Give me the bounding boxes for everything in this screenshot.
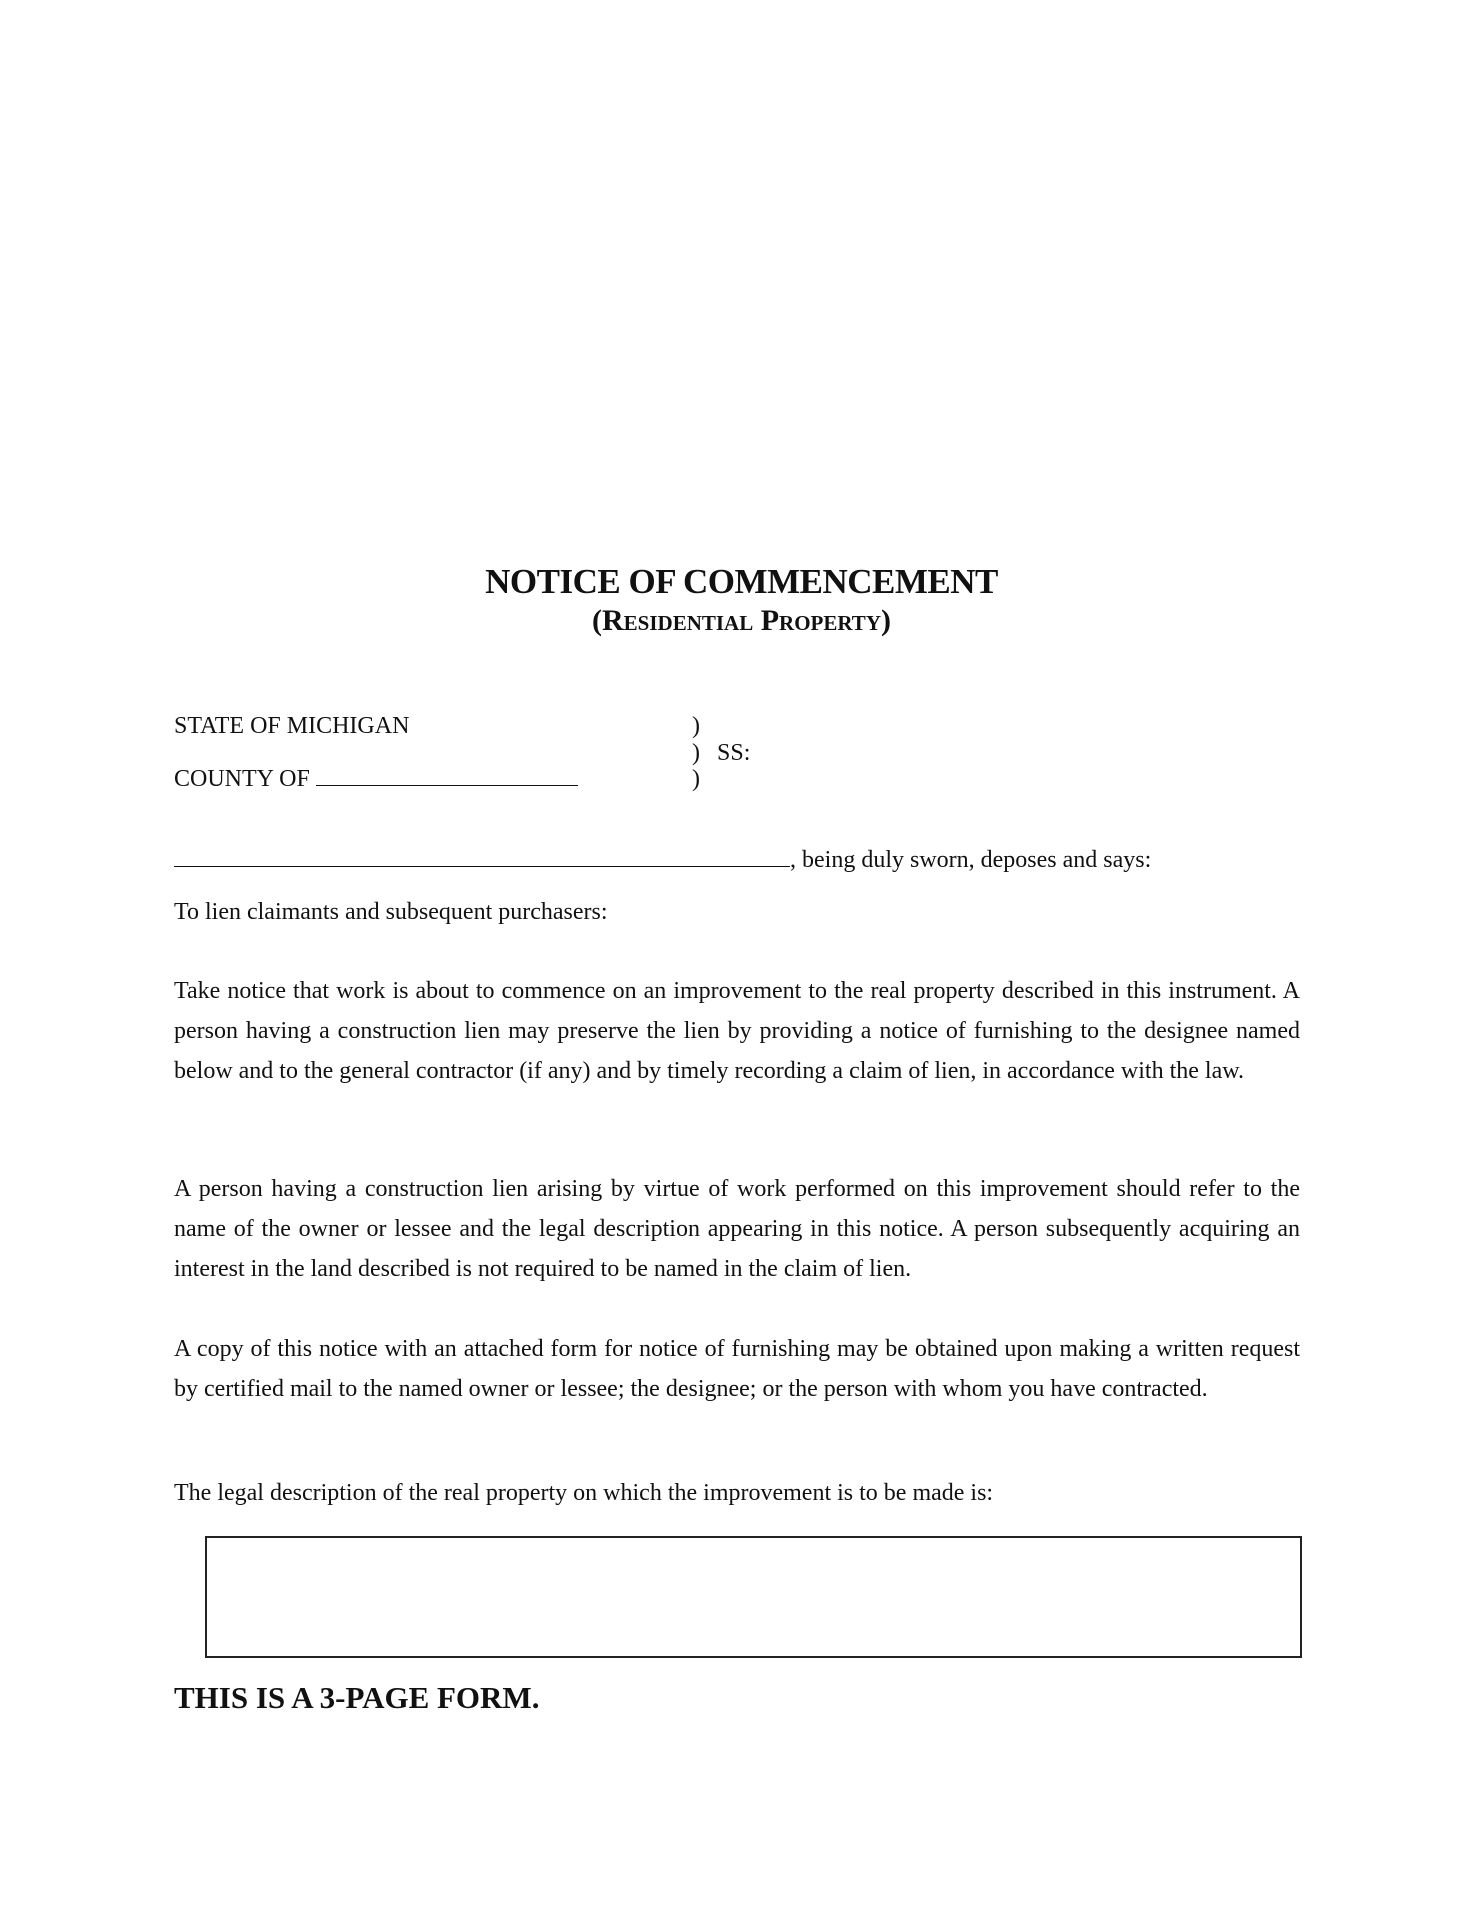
county-field[interactable] [316,765,578,786]
county-label: COUNTY OF [174,766,310,792]
legal-description-box[interactable] [205,1536,1302,1658]
paragraph-3: A copy of this notice with an attached form for notice of furnishing may be obtained upon making a written request by certified mail to the named owner or lessee; the designee; or the person with whom you have contracted. [174,1336,1300,1402]
venue-paren-3: ) [692,766,700,792]
legal-description-label: The legal description of the real property on which the improvement is to be made is: [174,1480,994,1506]
state-label: STATE OF MICHIGAN [174,713,410,739]
document-title: NOTICE OF COMMENCEMENT [485,562,998,601]
venue-paren-2: ) [692,740,700,766]
ss-label: SS: [717,740,751,766]
salutation: To lien claimants and subsequent purchasers: [174,899,608,925]
document-subtitle: (Residential Property) [592,604,891,637]
sworn-statement: , being duly sworn, deposes and says: [790,847,1152,873]
form-page-count-notice: THIS IS A 3-PAGE FORM. [174,1680,540,1715]
venue-paren-1: ) [692,713,700,739]
county-line [174,759,578,799]
affiant-line [174,840,1151,880]
paragraph-2: A person having a construction lien arising by virtue of work performed on this improvement should refer to the name of the owner or lessee and the legal description appearing in this notice. A person subsequently acquiring an interest in the land described is not required to be named in the claim of lien. [174,1176,1300,1282]
paragraph-1: Take notice that work is about to commence on an improvement to the real property described in this instrument. A person having a construction lien may preserve the lien by providing a notice of furnishing to the designee named below and to the general contractor (if any) and by timely recording a claim of lien, in accordance with the law. [174,978,1300,1084]
affiant-name-field[interactable] [174,846,790,867]
